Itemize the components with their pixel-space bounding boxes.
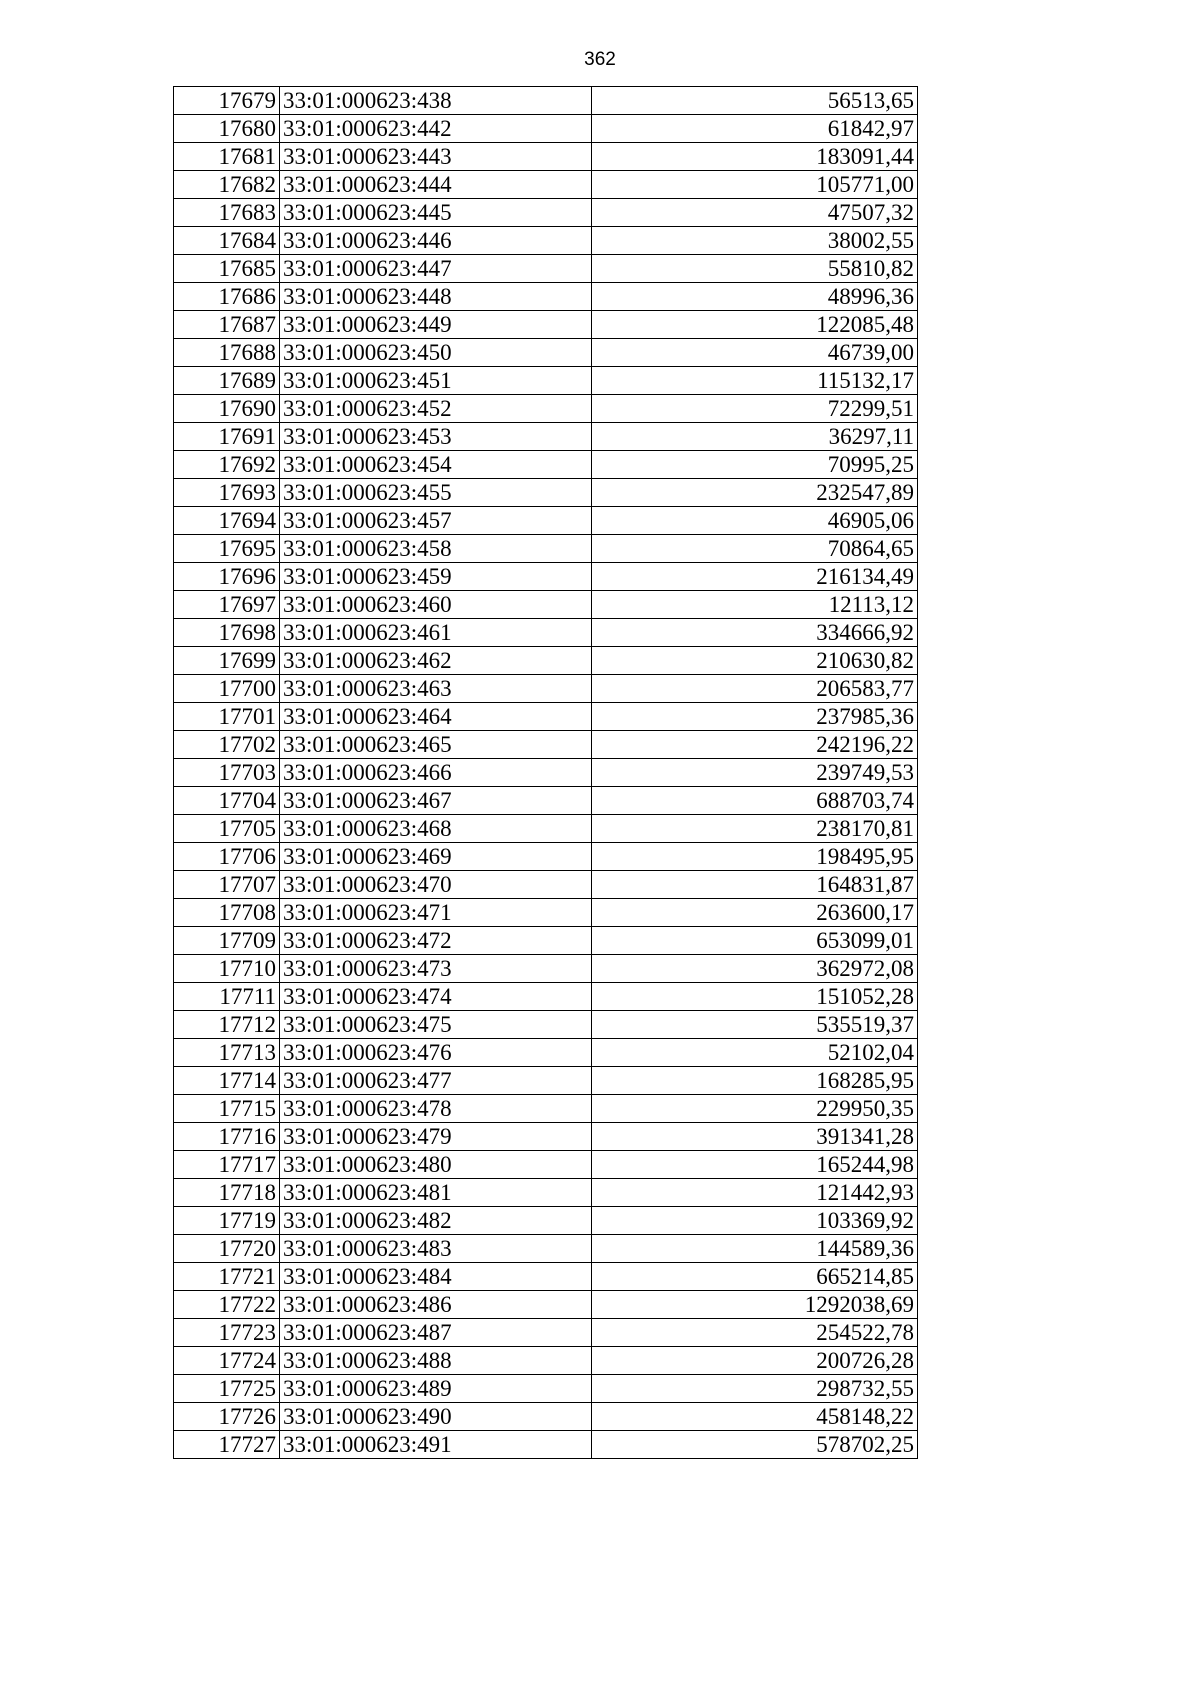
row-number-cell: 17705 (174, 815, 280, 843)
cadastral-number-cell: 33:01:000623:489 (280, 1375, 592, 1403)
row-number-cell: 17703 (174, 759, 280, 787)
value-cell: 391341,28 (592, 1123, 918, 1151)
table-row (174, 703, 918, 731)
row-number-cell: 17716 (174, 1123, 280, 1151)
table-row (174, 871, 918, 899)
value-cell: 55810,82 (592, 255, 918, 283)
cadastral-number-cell: 33:01:000623:448 (280, 283, 592, 311)
row-number-cell: 17715 (174, 1095, 280, 1123)
cadastral-number-cell: 33:01:000623:452 (280, 395, 592, 423)
cadastral-number-cell: 33:01:000623:466 (280, 759, 592, 787)
row-number-cell: 17682 (174, 171, 280, 199)
cadastral-number-cell: 33:01:000623:463 (280, 675, 592, 703)
cadastral-number-cell: 33:01:000623:470 (280, 871, 592, 899)
cadastral-number-cell: 33:01:000623:474 (280, 983, 592, 1011)
cadastral-number-cell: 33:01:000623:487 (280, 1319, 592, 1347)
row-number-cell: 17710 (174, 955, 280, 983)
table-row (174, 955, 918, 983)
row-number-cell: 17690 (174, 395, 280, 423)
cadastral-number-cell: 33:01:000623:472 (280, 927, 592, 955)
value-cell: 688703,74 (592, 787, 918, 815)
row-number-cell: 17707 (174, 871, 280, 899)
cadastral-number-cell: 33:01:000623:457 (280, 507, 592, 535)
cadastral-number-cell: 33:01:000623:443 (280, 143, 592, 171)
value-cell: 122085,48 (592, 311, 918, 339)
row-number-cell: 17695 (174, 535, 280, 563)
value-cell: 242196,22 (592, 731, 918, 759)
value-cell: 578702,25 (592, 1431, 918, 1459)
row-number-cell: 17683 (174, 199, 280, 227)
value-cell: 239749,53 (592, 759, 918, 787)
cadastral-number-cell: 33:01:000623:453 (280, 423, 592, 451)
value-cell: 38002,55 (592, 227, 918, 255)
table-row (174, 983, 918, 1011)
cadastral-value-table-container (173, 86, 917, 1459)
cadastral-number-cell: 33:01:000623:460 (280, 591, 592, 619)
cadastral-number-cell: 33:01:000623:455 (280, 479, 592, 507)
table-row (174, 1123, 918, 1151)
row-number-cell: 17692 (174, 451, 280, 479)
row-number-cell: 17726 (174, 1403, 280, 1431)
cadastral-number-cell: 33:01:000623:438 (280, 87, 592, 115)
cadastral-number-cell: 33:01:000623:467 (280, 787, 592, 815)
cadastral-number-cell: 33:01:000623:479 (280, 1123, 592, 1151)
value-cell: 164831,87 (592, 871, 918, 899)
cadastral-number-cell: 33:01:000623:471 (280, 899, 592, 927)
table-row (174, 1039, 918, 1067)
row-number-cell: 17706 (174, 843, 280, 871)
row-number-cell: 17717 (174, 1151, 280, 1179)
cadastral-number-cell: 33:01:000623:481 (280, 1179, 592, 1207)
table-row (174, 1067, 918, 1095)
table-row (174, 1319, 918, 1347)
row-number-cell: 17721 (174, 1263, 280, 1291)
cadastral-number-cell: 33:01:000623:446 (280, 227, 592, 255)
cadastral-number-cell: 33:01:000623:462 (280, 647, 592, 675)
table-row (174, 451, 918, 479)
table-row (174, 1431, 918, 1459)
value-cell: 216134,49 (592, 563, 918, 591)
cadastral-number-cell: 33:01:000623:480 (280, 1151, 592, 1179)
row-number-cell: 17722 (174, 1291, 280, 1319)
cadastral-number-cell: 33:01:000623:442 (280, 115, 592, 143)
row-number-cell: 17714 (174, 1067, 280, 1095)
cadastral-number-cell: 33:01:000623:475 (280, 1011, 592, 1039)
table-body (174, 87, 918, 1459)
row-number-cell: 17704 (174, 787, 280, 815)
value-cell: 232547,89 (592, 479, 918, 507)
table-row (174, 339, 918, 367)
table-row (174, 563, 918, 591)
cadastral-number-cell: 33:01:000623:451 (280, 367, 592, 395)
cadastral-number-cell: 33:01:000623:491 (280, 1431, 592, 1459)
table-row (174, 1095, 918, 1123)
row-number-cell: 17718 (174, 1179, 280, 1207)
table-row (174, 899, 918, 927)
cadastral-number-cell: 33:01:000623:450 (280, 339, 592, 367)
value-cell: 198495,95 (592, 843, 918, 871)
value-cell: 238170,81 (592, 815, 918, 843)
row-number-cell: 17719 (174, 1207, 280, 1235)
cadastral-number-cell: 33:01:000623:445 (280, 199, 592, 227)
row-number-cell: 17713 (174, 1039, 280, 1067)
value-cell: 254522,78 (592, 1319, 918, 1347)
value-cell: 61842,97 (592, 115, 918, 143)
value-cell: 535519,37 (592, 1011, 918, 1039)
value-cell: 165244,98 (592, 1151, 918, 1179)
table-row (174, 1291, 918, 1319)
table-row (174, 171, 918, 199)
table-row (174, 311, 918, 339)
table-row (174, 395, 918, 423)
cadastral-number-cell: 33:01:000623:465 (280, 731, 592, 759)
table-row (174, 843, 918, 871)
row-number-cell: 17698 (174, 619, 280, 647)
row-number-cell: 17702 (174, 731, 280, 759)
value-cell: 653099,01 (592, 927, 918, 955)
value-cell: 115132,17 (592, 367, 918, 395)
table-row (174, 367, 918, 395)
cadastral-number-cell: 33:01:000623:478 (280, 1095, 592, 1123)
table-row (174, 591, 918, 619)
row-number-cell: 17712 (174, 1011, 280, 1039)
row-number-cell: 17691 (174, 423, 280, 451)
value-cell: 144589,36 (592, 1235, 918, 1263)
value-cell: 52102,04 (592, 1039, 918, 1067)
value-cell: 70864,65 (592, 535, 918, 563)
table-row (174, 619, 918, 647)
table-row (174, 787, 918, 815)
cadastral-number-cell: 33:01:000623:486 (280, 1291, 592, 1319)
value-cell: 48996,36 (592, 283, 918, 311)
value-cell: 70995,25 (592, 451, 918, 479)
cadastral-number-cell: 33:01:000623:473 (280, 955, 592, 983)
cadastral-number-cell: 33:01:000623:477 (280, 1067, 592, 1095)
value-cell: 237985,36 (592, 703, 918, 731)
table-row (174, 1403, 918, 1431)
table-row (174, 199, 918, 227)
value-cell: 46905,06 (592, 507, 918, 535)
row-number-cell: 17709 (174, 927, 280, 955)
row-number-cell: 17724 (174, 1347, 280, 1375)
table-row (174, 143, 918, 171)
cadastral-number-cell: 33:01:000623:484 (280, 1263, 592, 1291)
row-number-cell: 17720 (174, 1235, 280, 1263)
cadastral-number-cell: 33:01:000623:461 (280, 619, 592, 647)
table-row (174, 1151, 918, 1179)
row-number-cell: 17694 (174, 507, 280, 535)
row-number-cell: 17689 (174, 367, 280, 395)
value-cell: 72299,51 (592, 395, 918, 423)
cadastral-number-cell: 33:01:000623:464 (280, 703, 592, 731)
value-cell: 47507,32 (592, 199, 918, 227)
table-row (174, 731, 918, 759)
row-number-cell: 17686 (174, 283, 280, 311)
value-cell: 665214,85 (592, 1263, 918, 1291)
cadastral-number-cell: 33:01:000623:482 (280, 1207, 592, 1235)
value-cell: 206583,77 (592, 675, 918, 703)
cadastral-number-cell: 33:01:000623:476 (280, 1039, 592, 1067)
table-row (174, 535, 918, 563)
row-number-cell: 17681 (174, 143, 280, 171)
table-row (174, 1375, 918, 1403)
row-number-cell: 17680 (174, 115, 280, 143)
value-cell: 1292038,69 (592, 1291, 918, 1319)
table-row (174, 675, 918, 703)
cadastral-number-cell: 33:01:000623:444 (280, 171, 592, 199)
table-row (174, 115, 918, 143)
row-number-cell: 17711 (174, 983, 280, 1011)
row-number-cell: 17699 (174, 647, 280, 675)
table-row (174, 1347, 918, 1375)
row-number-cell: 17696 (174, 563, 280, 591)
cadastral-number-cell: 33:01:000623:447 (280, 255, 592, 283)
table-row (174, 479, 918, 507)
value-cell: 12113,12 (592, 591, 918, 619)
row-number-cell: 17701 (174, 703, 280, 731)
value-cell: 151052,28 (592, 983, 918, 1011)
cadastral-number-cell: 33:01:000623:468 (280, 815, 592, 843)
value-cell: 200726,28 (592, 1347, 918, 1375)
row-number-cell: 17693 (174, 479, 280, 507)
row-number-cell: 17697 (174, 591, 280, 619)
table-row (174, 1263, 918, 1291)
row-number-cell: 17725 (174, 1375, 280, 1403)
value-cell: 298732,55 (592, 1375, 918, 1403)
table-row (174, 423, 918, 451)
row-number-cell: 17723 (174, 1319, 280, 1347)
value-cell: 103369,92 (592, 1207, 918, 1235)
cadastral-number-cell: 33:01:000623:488 (280, 1347, 592, 1375)
table-row (174, 1235, 918, 1263)
table-row (174, 927, 918, 955)
row-number-cell: 17684 (174, 227, 280, 255)
value-cell: 105771,00 (592, 171, 918, 199)
table-row (174, 1179, 918, 1207)
cadastral-number-cell: 33:01:000623:483 (280, 1235, 592, 1263)
table-row (174, 87, 918, 115)
cadastral-number-cell: 33:01:000623:490 (280, 1403, 592, 1431)
row-number-cell: 17687 (174, 311, 280, 339)
table-row (174, 759, 918, 787)
value-cell: 168285,95 (592, 1067, 918, 1095)
cadastral-number-cell: 33:01:000623:458 (280, 535, 592, 563)
value-cell: 362972,08 (592, 955, 918, 983)
table-row (174, 227, 918, 255)
row-number-cell: 17688 (174, 339, 280, 367)
table-row (174, 283, 918, 311)
value-cell: 334666,92 (592, 619, 918, 647)
value-cell: 458148,22 (592, 1403, 918, 1431)
row-number-cell: 17727 (174, 1431, 280, 1459)
cadastral-number-cell: 33:01:000623:449 (280, 311, 592, 339)
value-cell: 210630,82 (592, 647, 918, 675)
cadastral-value-table (173, 86, 918, 1459)
value-cell: 263600,17 (592, 899, 918, 927)
table-row (174, 1207, 918, 1235)
value-cell: 56513,65 (592, 87, 918, 115)
cadastral-number-cell: 33:01:000623:469 (280, 843, 592, 871)
cadastral-number-cell: 33:01:000623:454 (280, 451, 592, 479)
table-row (174, 815, 918, 843)
table-row (174, 647, 918, 675)
row-number-cell: 17708 (174, 899, 280, 927)
table-row (174, 1011, 918, 1039)
value-cell: 183091,44 (592, 143, 918, 171)
table-row (174, 255, 918, 283)
row-number-cell: 17685 (174, 255, 280, 283)
row-number-cell: 17700 (174, 675, 280, 703)
value-cell: 46739,00 (592, 339, 918, 367)
value-cell: 36297,11 (592, 423, 918, 451)
value-cell: 121442,93 (592, 1179, 918, 1207)
value-cell: 229950,35 (592, 1095, 918, 1123)
page-number: 362 (584, 49, 616, 70)
row-number-cell: 17679 (174, 87, 280, 115)
cadastral-number-cell: 33:01:000623:459 (280, 563, 592, 591)
table-row (174, 507, 918, 535)
